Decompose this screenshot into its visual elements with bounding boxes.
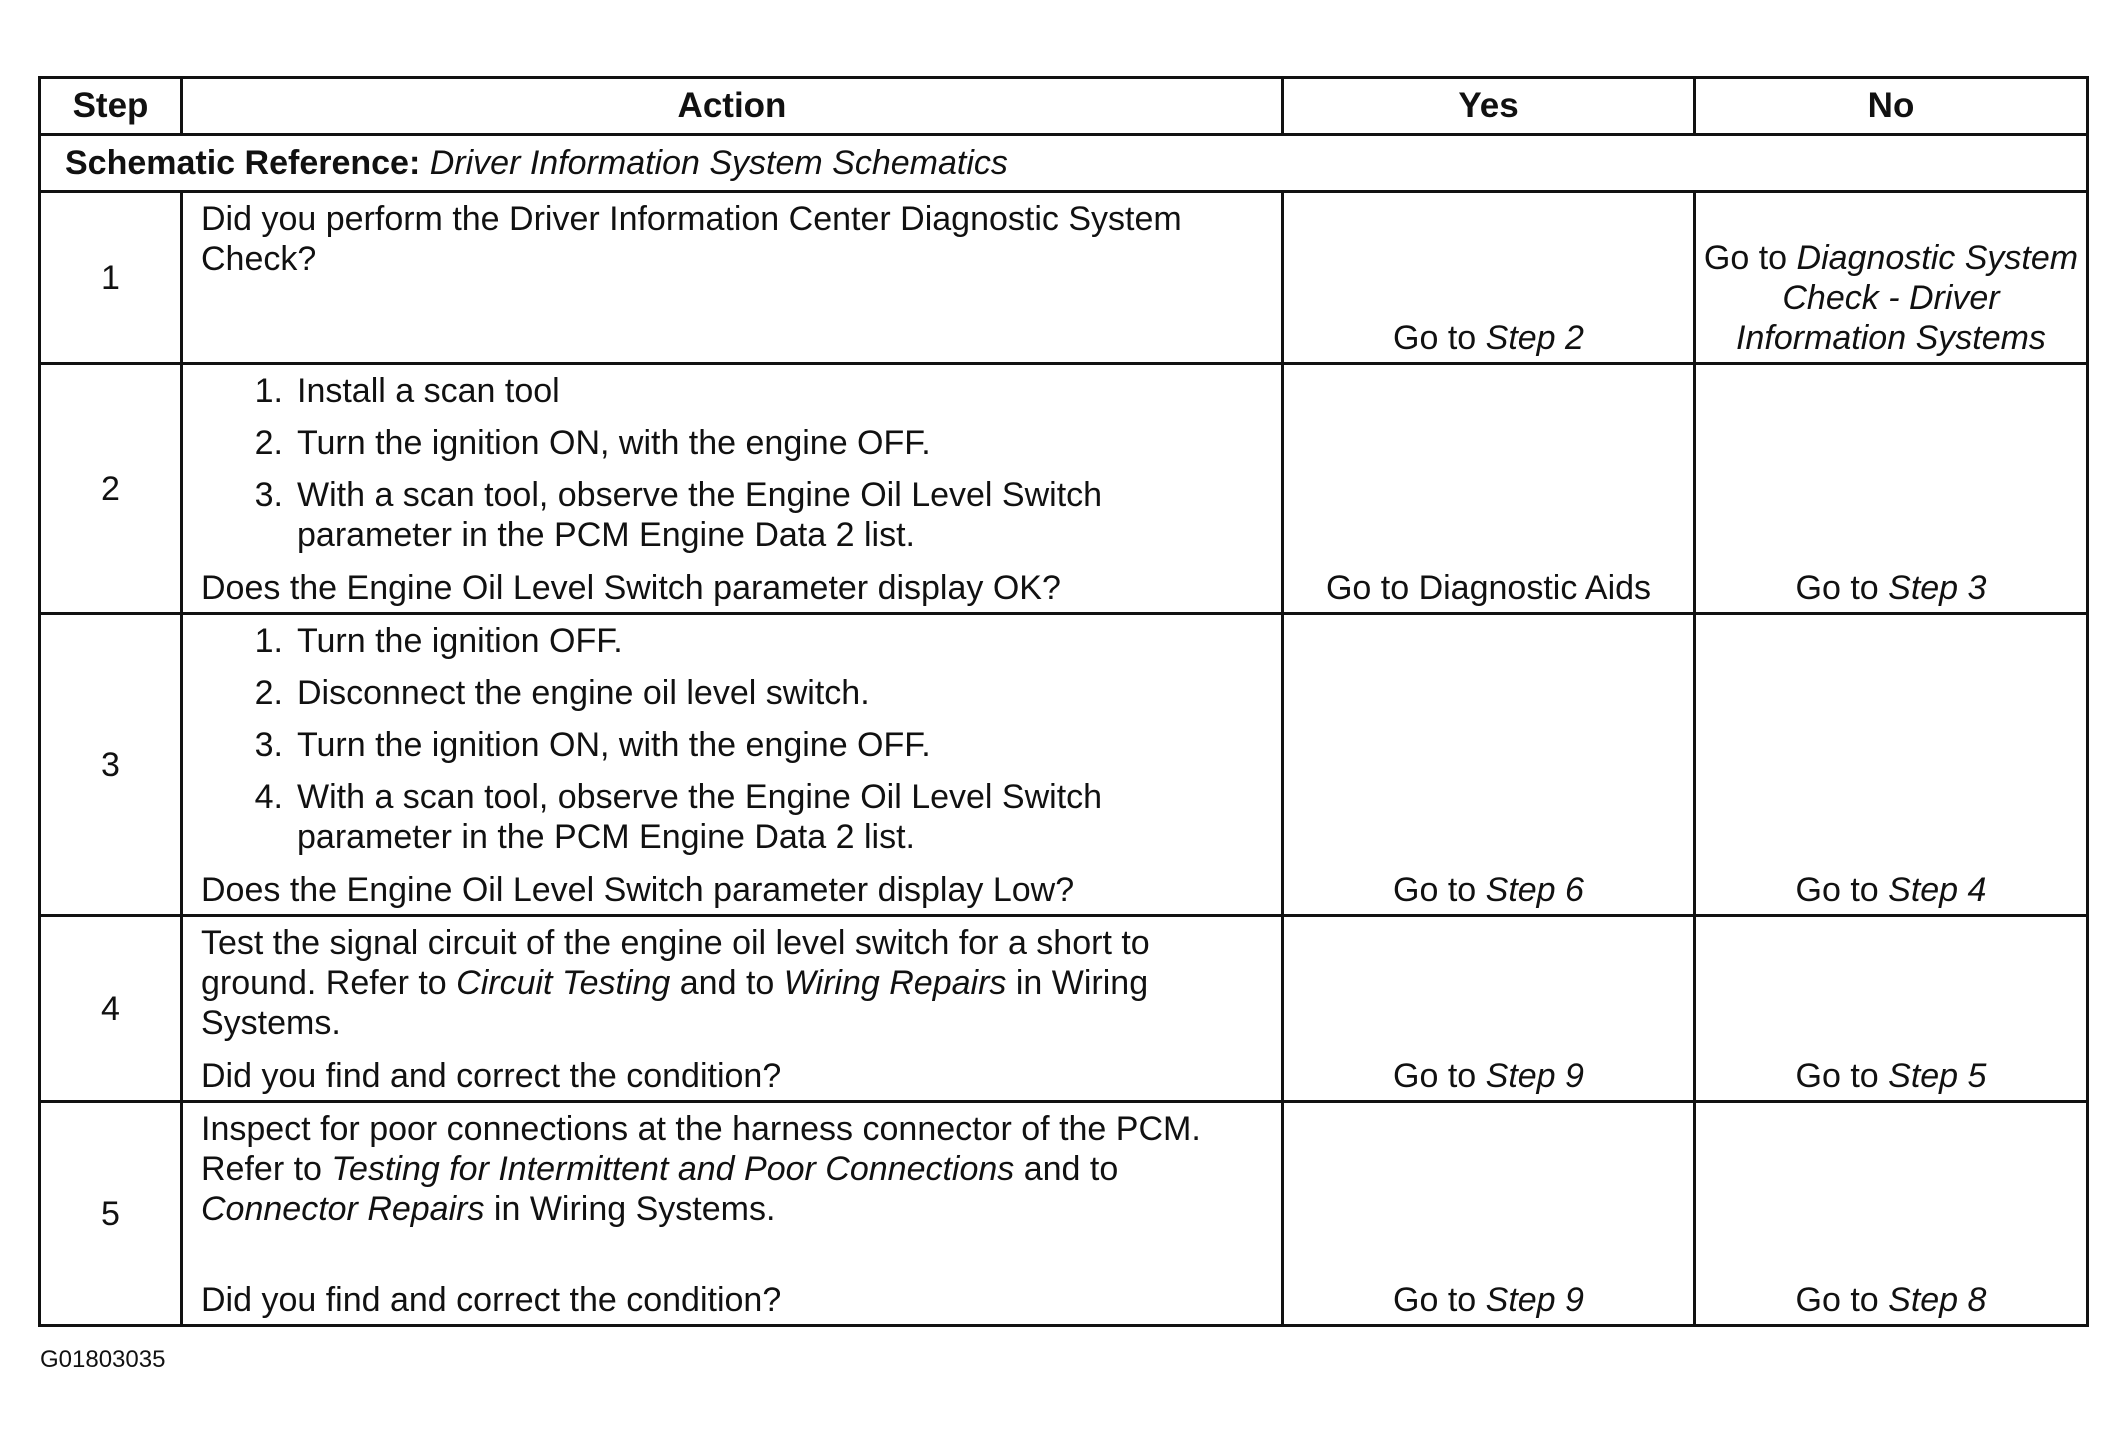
action-cell xyxy=(182,364,1283,614)
list-text: Turn the ignition ON, with the engine OFF. xyxy=(297,726,931,764)
no-cell xyxy=(1695,614,2088,916)
list-number: 3. xyxy=(254,476,283,514)
schematic-reference-label: Schematic Reference: xyxy=(65,144,421,182)
yes-prefix: Go to xyxy=(1393,871,1486,909)
no-cell xyxy=(1695,192,2088,364)
list-number: 2. xyxy=(254,674,283,712)
action-text xyxy=(201,1109,1265,1229)
list-item xyxy=(201,621,1265,661)
action-text-part: Inspect for poor connections at the harness connector of the PCM. Refer to xyxy=(201,1110,1201,1188)
step-number: 5 xyxy=(40,1102,182,1326)
list-number: 1. xyxy=(254,372,283,410)
list-item xyxy=(201,777,1265,857)
action-text-part: in Wiring Systems. xyxy=(484,1190,776,1228)
no-cell xyxy=(1695,364,2088,614)
no-prefix: Go to xyxy=(1795,1281,1889,1319)
yes-cell xyxy=(1283,1102,1695,1326)
list-item xyxy=(201,371,1265,411)
list-number: 4. xyxy=(254,778,283,816)
no-prefix: Go to xyxy=(1703,239,1797,277)
action-cell xyxy=(182,916,1283,1102)
yes-link[interactable]: Step 9 xyxy=(1485,1057,1584,1095)
list-number: 3. xyxy=(254,726,283,764)
list-text: Install a scan tool xyxy=(297,372,560,410)
yes-cell xyxy=(1283,614,1695,916)
question-text: Did you find and correct the condition? xyxy=(201,1057,782,1095)
list-text: With a scan tool, observe the Engine Oil Level Switch parameter in the PCM Engine Data 2 list. xyxy=(297,778,1103,856)
no-link[interactable]: Step 8 xyxy=(1888,1281,1987,1319)
step-number: 1 xyxy=(40,192,182,364)
no-cell xyxy=(1695,1102,2088,1326)
no-prefix: Go to xyxy=(1795,1057,1889,1095)
yes-prefix: Go to xyxy=(1393,1057,1486,1095)
list-number: 1. xyxy=(254,622,283,660)
yes-cell xyxy=(1283,192,1695,364)
action-link[interactable]: Connector Repairs xyxy=(201,1190,485,1228)
action-text-part: and to xyxy=(670,964,784,1002)
action-text-part: in Wiring Systems. xyxy=(201,964,1149,1042)
step-number: 2 xyxy=(40,364,182,614)
action-link[interactable]: Circuit Testing xyxy=(456,964,671,1002)
list-text: Turn the ignition ON, with the engine OFF. xyxy=(297,424,931,462)
action-cell xyxy=(182,1102,1283,1326)
list-item xyxy=(201,673,1265,713)
schematic-reference-row xyxy=(40,135,2088,192)
action-link[interactable]: Testing for Intermittent and Poor Connections xyxy=(331,1150,1015,1188)
table-row xyxy=(40,916,2088,1102)
action-cell xyxy=(182,192,1283,364)
no-link[interactable]: Step 4 xyxy=(1888,871,1987,909)
yes-prefix: Go to xyxy=(1393,319,1486,357)
step-number: 3 xyxy=(40,614,182,916)
list-text: Turn the ignition OFF. xyxy=(297,622,623,660)
table-row xyxy=(40,614,2088,916)
action-link[interactable]: Wiring Repairs xyxy=(783,964,1007,1002)
no-link[interactable]: Step 5 xyxy=(1888,1057,1987,1095)
diagnostic-table xyxy=(38,76,2089,1327)
header-action: Action xyxy=(182,78,1283,135)
no-prefix: Go to xyxy=(1795,569,1889,607)
header-row xyxy=(40,78,2088,135)
action-list xyxy=(201,371,1265,567)
step-number: 4 xyxy=(40,916,182,1102)
no-link[interactable]: Diagnostic System Check - Driver Information Systems xyxy=(1736,239,2079,357)
figure-code: G01803035 xyxy=(40,1346,166,1373)
schematic-reference xyxy=(40,135,2088,192)
yes-cell xyxy=(1283,364,1695,614)
table-row xyxy=(40,1102,2088,1326)
yes-prefix: Go to xyxy=(1393,1281,1486,1319)
action-text-part: and to xyxy=(1014,1150,1119,1188)
table-row xyxy=(40,192,2088,364)
action-text-part: Test the signal circuit of the engine oil level switch for a short to ground. Refer to xyxy=(201,924,1150,1002)
schematic-reference-link[interactable]: Driver Information System Schematics xyxy=(429,144,1008,182)
question-text: Did you find and correct the condition? xyxy=(201,1281,782,1319)
list-text: With a scan tool, observe the Engine Oil Level Switch parameter in the PCM Engine Data 2 list. xyxy=(297,476,1103,554)
yes-link[interactable]: Go to Diagnostic Aids xyxy=(1325,569,1652,607)
yes-link[interactable]: Step 2 xyxy=(1485,319,1584,357)
list-number: 2. xyxy=(254,424,283,462)
header-step: Step xyxy=(40,78,182,135)
list-item xyxy=(201,725,1265,765)
no-cell xyxy=(1695,916,2088,1102)
action-text: Did you perform the Driver Information Center Diagnostic System Check? xyxy=(201,200,1182,278)
yes-cell xyxy=(1283,916,1695,1102)
action-list xyxy=(201,621,1265,869)
no-link[interactable]: Step 3 xyxy=(1888,569,1987,607)
yes-link[interactable]: Step 6 xyxy=(1485,871,1584,909)
action-cell xyxy=(182,614,1283,916)
header-no: No xyxy=(1695,78,2088,135)
list-item xyxy=(201,475,1265,555)
list-text: Disconnect the engine oil level switch. xyxy=(297,674,870,712)
question-text: Does the Engine Oil Level Switch parameter display Low? xyxy=(201,871,1075,909)
no-prefix: Go to xyxy=(1795,871,1889,909)
yes-link[interactable]: Step 9 xyxy=(1485,1281,1584,1319)
list-item xyxy=(201,423,1265,463)
action-text xyxy=(201,923,1265,1043)
table-row xyxy=(40,364,2088,614)
question-text: Does the Engine Oil Level Switch parameter display OK? xyxy=(201,569,1061,607)
header-yes: Yes xyxy=(1283,78,1695,135)
